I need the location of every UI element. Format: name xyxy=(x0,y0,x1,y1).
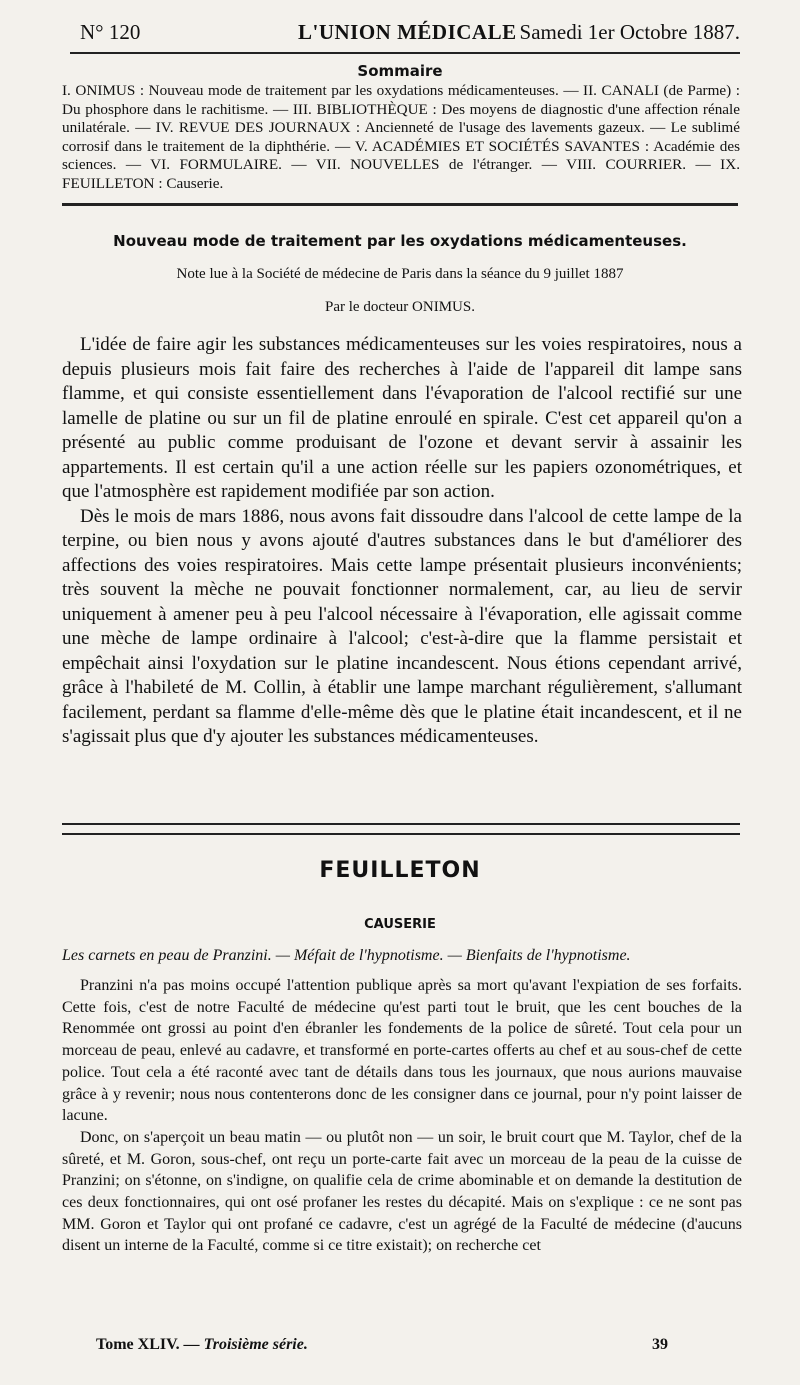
feuilleton-title: FEUILLETON xyxy=(319,858,481,883)
journal-title: L'UNION MÉDICALE xyxy=(298,20,517,44)
article-paragraph: L'idée de faire agir les substances médicamenteuses sur les voies respiratoires, nous a depuis plusieurs mois fait faire des recherches à l'aide de l'appareil dit lampe sans flamme, et qui consiste essentiellement dans l'évaporation de l'alcool rectifié sur une lamelle de platine ou sur un fil de platine enroulé en spirale. C'est cet appareil qu'on a présenté au public comme produisant de l'ozone et devant servir à assainir les appartements. Il est certain qu'il a une action réelle sur les papiers ozonométriques, et que l'atmosphère est rapidement modifiée par son action. xyxy=(62,334,742,502)
footer-tome xyxy=(96,1336,308,1354)
article-paragraph: Dès le mois de mars 1886, nous avons fait dissoudre dans l'alcool de cette lampe de la terpine, ou bien nous y avons ajouté d'autres substances dans le but d'améliorer des affections des voies respiratoires. Mais cette lampe présentait plusieurs inconvénients; très souvent la mèche ne pouvait fonctionner normalement, car, au lieu de servir uniquement à amener peu à peu l'alcool nécessaire à l'évaporation, elle agissait comme une mèche de lampe ordinaire à l'alcool; c'est-à-dire que la flamme persistait et empêchait ainsi l'oxydation sur le platine incandescent. Nous étions cependant arrivé, grâce à l'habileté de M. Collin, à établir une lampe marchant régulièrement, s'allumant facilement, perdant sa flamme d'elle-même dès que le platine était incandescent, et il ne s'agissait plus que d'y ajouter les substances médicamenteuses. xyxy=(62,505,742,747)
footer-tome-label: Tome XLIV. xyxy=(96,1336,180,1353)
issue-date: Samedi 1er Octobre 1887. xyxy=(519,20,740,44)
article-note: Note lue à la Société de médecine de Paris dans la séance du 9 juillet 1887 xyxy=(176,266,624,282)
feuilleton-paragraph: Pranzini n'a pas moins occupé l'attention publique après sa mort qu'avant l'expiation de ses forfaits. Cette fois, c'est de notre Faculté de médecine qu'est parti tout le bruit, que les cent bouches de la Renommée ont grossi au point d'en ébranler les fondements de la police de sûreté. Tout cela pour un morceau de peau, enlevé au cadavre, et transformé en porte-cartes offerts au chef et au sous-chef de cette police. Tout cela a été raconté avec tant de détails dans tous les journaux, que nous aurions mauvaise grâce à y revenir; nous nous contenterons donc de les consigner dans ce journal, pour n'y point laisser de lacune. xyxy=(62,977,742,1125)
feuilleton-section: CAUSERIE xyxy=(364,917,436,932)
sommaire-title: Sommaire xyxy=(357,62,443,80)
page-header xyxy=(70,12,740,54)
feuilleton-paragraph: Donc, on s'aperçoit un beau matin — ou plutôt non — un soir, le bruit court que M. Taylor, chef de la sûreté, et M. Goron, sous-chef, ont reçu un porte-carte fait avec un morceau de la peau de la cuisse de Pranzini; on s'étonne, on s'indigne, on qualifie cela de crime abominable et on demande la destitution de ces deux fonctionnaires, qui ont osé profaner les restes du décapité. Mais on s'explique : ce ne sont pas MM. Goron et Taylor qui ont profané ce cadavre, c'est un agrégé de la Faculté de médecine (d'aucuns disent un interne de la Faculté, comme si ce titre existait); on recherche cet xyxy=(62,1128,742,1255)
article-body xyxy=(62,333,742,750)
feuilleton-subtitle: Les carnets en peau de Pranzini. — Méfait de l'hypnotisme. — Bienfaits de l'hypnotisme. xyxy=(62,947,631,964)
article-author: Par le docteur ONIMUS. xyxy=(325,299,475,315)
article-title: Nouveau mode de traitement par les oxydations médicamenteuses. xyxy=(113,232,687,250)
page-number: 39 xyxy=(652,1336,668,1353)
sommaire-text: I. ONIMUS : Nouveau mode de traitement par les oxydations médicamenteuses. — II. CANALI (de Parme) : Du phosphore dans le rachitisme. — III. BIBLIOTHÈQUE : Des moyens de diagnostic d'une affection rénale unilatérale. — IV. REVUE DES JOURNAUX : Ancienneté de l'usage des lavements gazeux. — Le sublimé corrosif dans le traitement de la diphthérie. — V. ACADÉMIES ET SOCIÉTÉS SAVANTES : Académie des sciences. — VI. FORMULAIRE. — VII. NOUVELLES de l'étranger. — VIII. COURRIER. — IX. FEUILLETON : Causerie. xyxy=(62,82,740,192)
footer-serie: — Troisième série. xyxy=(183,1336,308,1353)
sommaire-divider xyxy=(62,203,738,206)
feuilleton-body xyxy=(62,975,742,1257)
feuilleton-divider xyxy=(62,823,740,835)
issue-number: N° 120 xyxy=(80,20,141,44)
